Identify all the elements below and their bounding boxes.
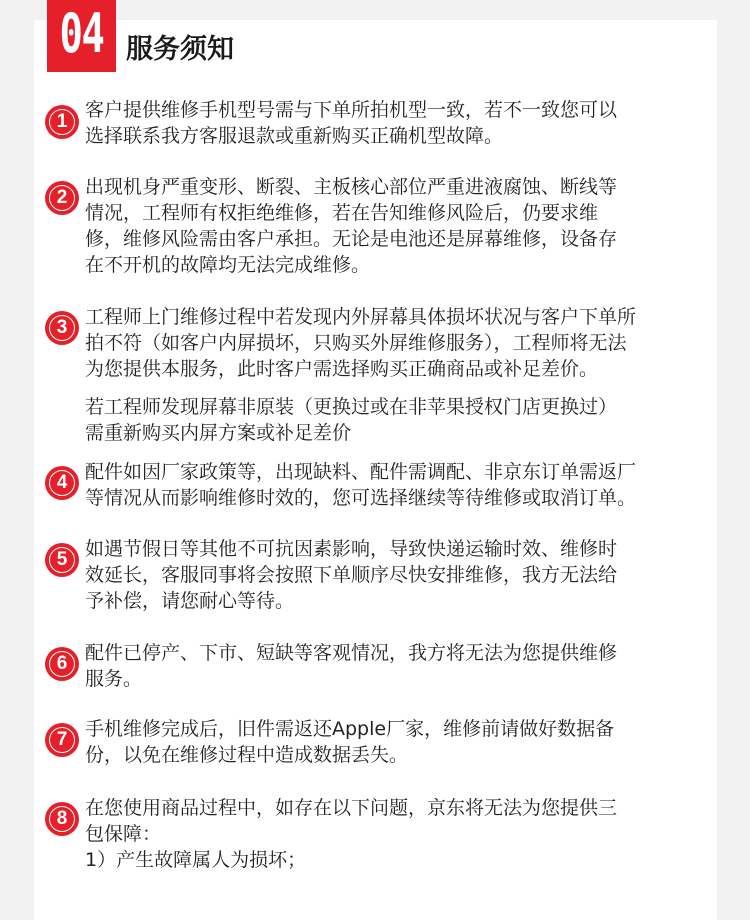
number-badge-icon: 3 <box>45 311 79 345</box>
number-badge-icon: 5 <box>45 543 79 577</box>
number-badge-icon: 8 <box>45 802 79 836</box>
notice-text: 出现机身严重变形、断裂、主板核心部位严重进液腐蚀、断线等 情况，工程师有权拒绝维修，若在告知维修风险后，仍要求维 修，维修风险需由客户承担。无论是电池还是屏幕维修，设备存 在不开机的故障均无法完成维修。 <box>85 176 618 276</box>
notice-text: 手机维修完成后，旧件需返还Apple厂家，维修前请做好数据备 份，以免在维修过程中造成数据丢失。 <box>85 718 615 766</box>
number-badge-icon: 4 <box>45 466 79 500</box>
section-number-box <box>47 0 116 72</box>
notice-text: 客户提供维修手机型号需与下单所拍机型一致，若不一致您可以 选择联系我方客服退款或重新购买正确机型故障。 <box>85 99 618 147</box>
notice-text: 配件已停产、下市、短缺等客观情况，我方将无法为您提供维修 服务。 <box>85 642 618 690</box>
number-badge-icon: 1 <box>45 105 79 139</box>
section-number: 04 <box>59 2 104 65</box>
notice-text: 在您使用商品过程中，如存在以下问题，京东将无法为您提供三 包保障： 1）产生故障属人为损坏； <box>85 797 618 871</box>
number-badge-icon: 7 <box>45 723 79 757</box>
screen-note: 若工程师发现屏幕非原装（更换过或在非苹果授权门店更换过） 需重新购买内屏方案或补足差价 <box>85 396 618 444</box>
section-title: 服务须知 <box>126 34 234 65</box>
number-badge-icon: 6 <box>45 647 79 681</box>
number-badge-icon: 2 <box>45 181 79 215</box>
notice-text: 工程师上门维修过程中若发现内外屏幕具体损坏状况与客户下单所 拍不符（如客户内屏损坏，只购买外屏维修服务），工程师将无法 为您提供本服务，此时客户需选择购买正确商品或补足差价。 <box>85 306 637 380</box>
notice-text: 如遇节假日等其他不可抗因素影响，导致快递运输时效、维修时 效延长，客服同事将会按照下单顺序尽快安排维修，我方无法给 予补偿，请您耐心等待。 <box>85 538 618 612</box>
notice-text: 配件如因厂家政策等，出现缺料、配件需调配、非京东订单需返厂 等情况从而影响维修时效的，您可选择继续等待维修或取消订单。 <box>85 461 637 509</box>
